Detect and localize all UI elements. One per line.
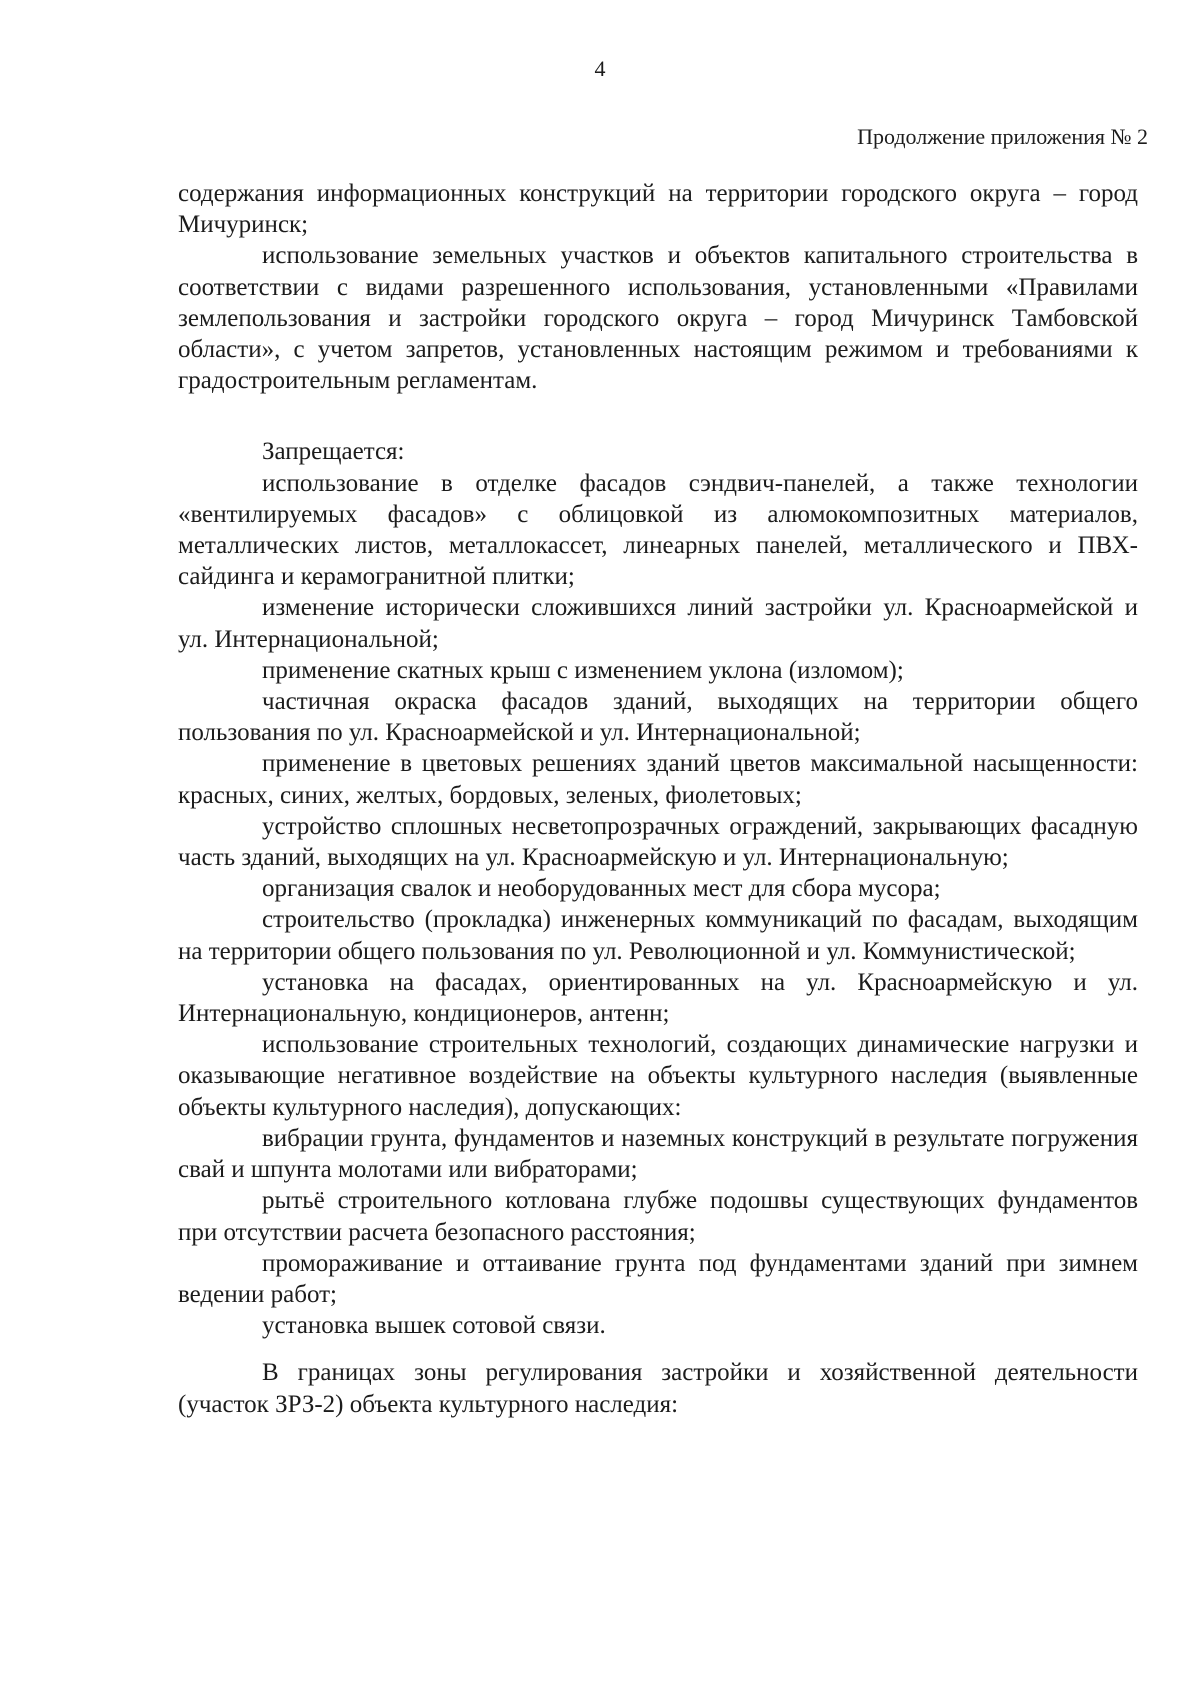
- section-heading-prohibited: Запрещается:: [262, 438, 405, 466]
- list-item: использование в отделке фасадов сэндвич-панелей, а также технологии «вентилируемых фасадов» с облицовкой из алюмокомпозитных материалов, металлических листов, металлокассет, линеарных панелей, металлического и ПВХ-сайдинга и керамогранитной плитки;: [178, 469, 1138, 591]
- paragraph: В границах зоны регулирования застройки и хозяйственной деятельности (участок ЗРЗ-2) объекта культурного наследия:: [178, 1359, 1138, 1418]
- list-item: изменение исторически сложившихся линий застройки ул. Красноармейской и ул. Интернациональной;: [178, 594, 1138, 653]
- list-item: использование строительных технологий, создающих динамические нагрузки и оказывающие негативное воздействие на объекты культурного наследия (выявленные объекты культурного наследия), допускающих:: [178, 1031, 1138, 1121]
- list-item: промораживание и оттаивание грунта под фундаментами зданий при зимнем ведении работ;: [178, 1249, 1138, 1308]
- paragraph: содержания информационных конструкций на территории городского округа – город Мичуринск;: [178, 180, 1138, 239]
- list-item: применение скатных крыш с изменением уклона (изломом);: [262, 656, 904, 684]
- document-body: [178, 178, 1138, 1420]
- list-item: частичная окраска фасадов зданий, выходящих на территории общего пользования по ул. Красноармейской и ул. Интернациональной;: [178, 688, 1138, 747]
- appendix-continuation-note: Продолжение приложения № 2: [857, 124, 1148, 149]
- list-item: установка вышек сотовой связи.: [262, 1312, 606, 1340]
- list-item: устройство сплошных несветопрозрачных ограждений, закрывающих фасадную часть зданий, выходящих на ул. Красноармейскую и ул. Интернациональную;: [178, 812, 1138, 872]
- page-number: 4: [594, 56, 606, 81]
- list-item: применение в цветовых решениях зданий цветов максимальной насыщенности: красных, синих, желтых, бордовых, зеленых, фиолетовых;: [178, 750, 1138, 809]
- list-item: установка на фасадах, ориентированных на ул. Красноармейскую и ул. Интернациональную, кондиционеров, антенн;: [178, 968, 1138, 1028]
- list-item: организация свалок и необорудованных мест для сбора мусора;: [262, 875, 941, 903]
- list-item: строительство (прокладка) инженерных коммуникаций по фасадам, выходящим на территории общего пользования по ул. Революционной и ул. Коммунистической;: [178, 906, 1138, 965]
- list-item: вибрации грунта, фундаментов и наземных конструкций в результате погружения свай и шпунта молотами или вибраторами;: [178, 1124, 1138, 1184]
- paragraph: использование земельных участков и объектов капитального строительства в соответствии с видами разрешенного использования, установленными «Правилами землепользования и застройки городского округа – город Мичуринск Тамбовской области», с учетом запретов, установленных настоящим режимом и требованиями к градостроительным регламентам.: [178, 242, 1138, 395]
- list-item: рытьё строительного котлована глубже подошвы существующих фундаментов при отсутствии расчета безопасного расстояния;: [178, 1187, 1138, 1246]
